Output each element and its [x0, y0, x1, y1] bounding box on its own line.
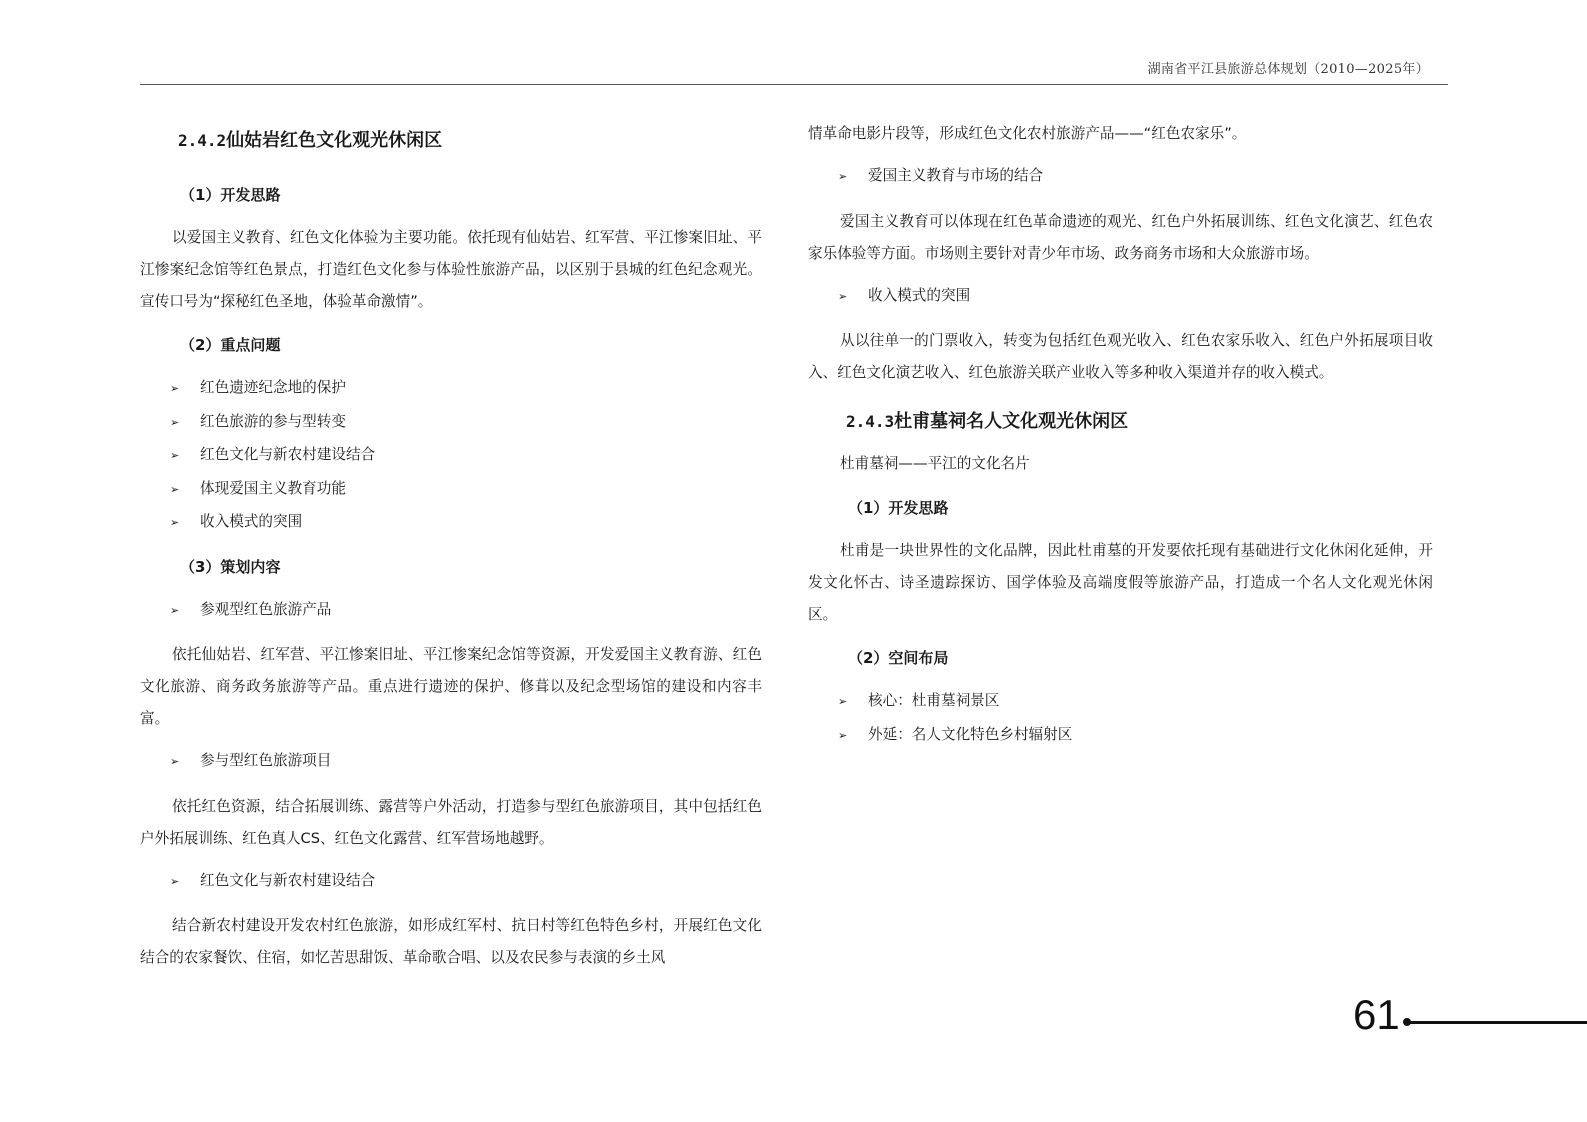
subheading-development: （1）开发思路: [848, 499, 949, 517]
bullet-arrow-icon: ➢: [838, 695, 848, 708]
bullet-arrow-icon: ➢: [170, 874, 180, 888]
right-column: [808, 118, 1433, 752]
list-item: ➢ 参观型红色旅游产品: [140, 594, 762, 628]
paragraph: 依托仙姑岩、红军营、平江惨案旧址、平江惨案纪念馆等资源，开发爱国主义教育游、红色文化旅游、商务政务旅游等产品。重点进行遗迹的保护、修葺以及纪念型场馆的建设和内容丰富。: [140, 646, 762, 727]
subheading-spatial-layout: （2）空间布局: [848, 649, 949, 667]
list-item: ➢ 收入模式的突围: [140, 506, 762, 540]
bullet-arrow-icon: ➢: [838, 170, 848, 183]
section-heading-2-4-3: [846, 399, 1433, 445]
list-item: ➢ 体现爱国主义教育功能: [140, 473, 762, 507]
list-item: ➢ 参与型红色旅游项目: [140, 745, 762, 779]
paragraph: 爱国主义教育可以体现在红色革命遗迹的观光、红色户外拓展训练、红色文化演艺、红色农家乐体验等方面。市场则主要针对青少年市场、政务商务市场和大众旅游市场。: [808, 212, 1433, 262]
section-number: 2.4.2: [178, 131, 227, 150]
subheading-planning-content: （3）策划内容: [180, 557, 281, 576]
page-number-rule: [1408, 1021, 1587, 1024]
subheading-development: （1）开发思路: [180, 186, 281, 204]
paragraph: 依托红色资源，结合拓展训练、露营等户外活动，打造参与型红色旅游项目，其中包括红色户外拓展训练、红色真人CS、红色文化露营、红军营场地越野。: [140, 797, 762, 847]
key-issues-list: [140, 372, 762, 540]
paragraph: 杜甫是一块世界性的文化品牌，因此杜甫墓的开发要依托现有基础进行文化休闲化延伸，开发文化怀古、诗圣遗踪探访、国学体验及高端度假等旅游产品，打造成一个名人文化观光休闲区。: [808, 542, 1433, 623]
list-item: ➢ 红色文化与新农村建设结合: [140, 865, 762, 899]
bullet-arrow-icon: ➢: [838, 728, 848, 742]
list-item: ➢ 外延：名人文化特色乡村辐射区: [808, 719, 1433, 753]
bullet-arrow-icon: ➢: [170, 603, 180, 617]
section-tagline: 杜甫墓祠——平江的文化名片: [840, 455, 1030, 472]
bullet-arrow-icon: ➢: [170, 449, 180, 462]
paragraph: 结合新农村建设开发农村红色旅游，如形成红军村、抗日村等红色特色乡村，开展红色文化结合的农家餐饮、住宿，如忆苦思甜饭、革命歌合唱、以及农民参与表演的乡土风: [140, 917, 762, 966]
section-title: 仙姑岩红色文化观光休闲区: [226, 130, 443, 151]
section-title: 杜甫墓祠名人文化观光休闲区: [894, 411, 1129, 432]
paragraph: 以爱国主义教育、红色文化体验为主要功能。依托现有仙姑岩、红军营、平江惨案旧址、平江惨案纪念馆等红色景点，打造红色文化参与体验性旅游产品，以区别于县城的红色纪念观光。宣传口号为“探秘红色圣地，体验革命激情”。: [140, 229, 762, 310]
bullet-arrow-icon: ➢: [170, 516, 180, 529]
bullet-arrow-icon: ➢: [170, 482, 180, 496]
list-item: ➢ 红色旅游的参与型转变: [140, 406, 762, 440]
document-header: 湖南省平江县旅游总体规划（2010—2025年）: [1147, 62, 1429, 77]
section-number: 2.4.3: [846, 412, 895, 431]
list-item: ➢ 收入模式的突围: [808, 280, 1433, 314]
list-item: ➢ 红色遗迹纪念地的保护: [140, 372, 762, 406]
spatial-layout-list: [808, 685, 1433, 752]
bullet-arrow-icon: ➢: [170, 415, 180, 429]
paragraph: 从以往单一的门票收入，转变为包括红色观光收入、红色农家乐收入、红色户外拓展项目收入、红色文化演艺收入、红色旅游关联产业收入等多种收入渠道并存的收入模式。: [808, 332, 1433, 381]
paragraph: 情革命电影片段等，形成红色文化农村旅游产品——“红色农家乐”。: [808, 125, 1247, 142]
section-heading-2-4-2: [178, 118, 762, 164]
left-column: [140, 118, 762, 974]
page-number: 61: [1353, 991, 1400, 1038]
subheading-key-issues: （2）重点问题: [180, 336, 281, 354]
bullet-arrow-icon: ➢: [838, 289, 848, 303]
list-item: ➢ 红色文化与新农村建设结合: [140, 439, 762, 473]
list-item: ➢ 核心：杜甫墓祠景区: [808, 685, 1433, 719]
bullet-arrow-icon: ➢: [170, 382, 180, 395]
list-item: ➢ 爱国主义教育与市场的结合: [808, 160, 1433, 194]
header-divider: [140, 84, 1448, 85]
bullet-arrow-icon: ➢: [170, 755, 180, 768]
